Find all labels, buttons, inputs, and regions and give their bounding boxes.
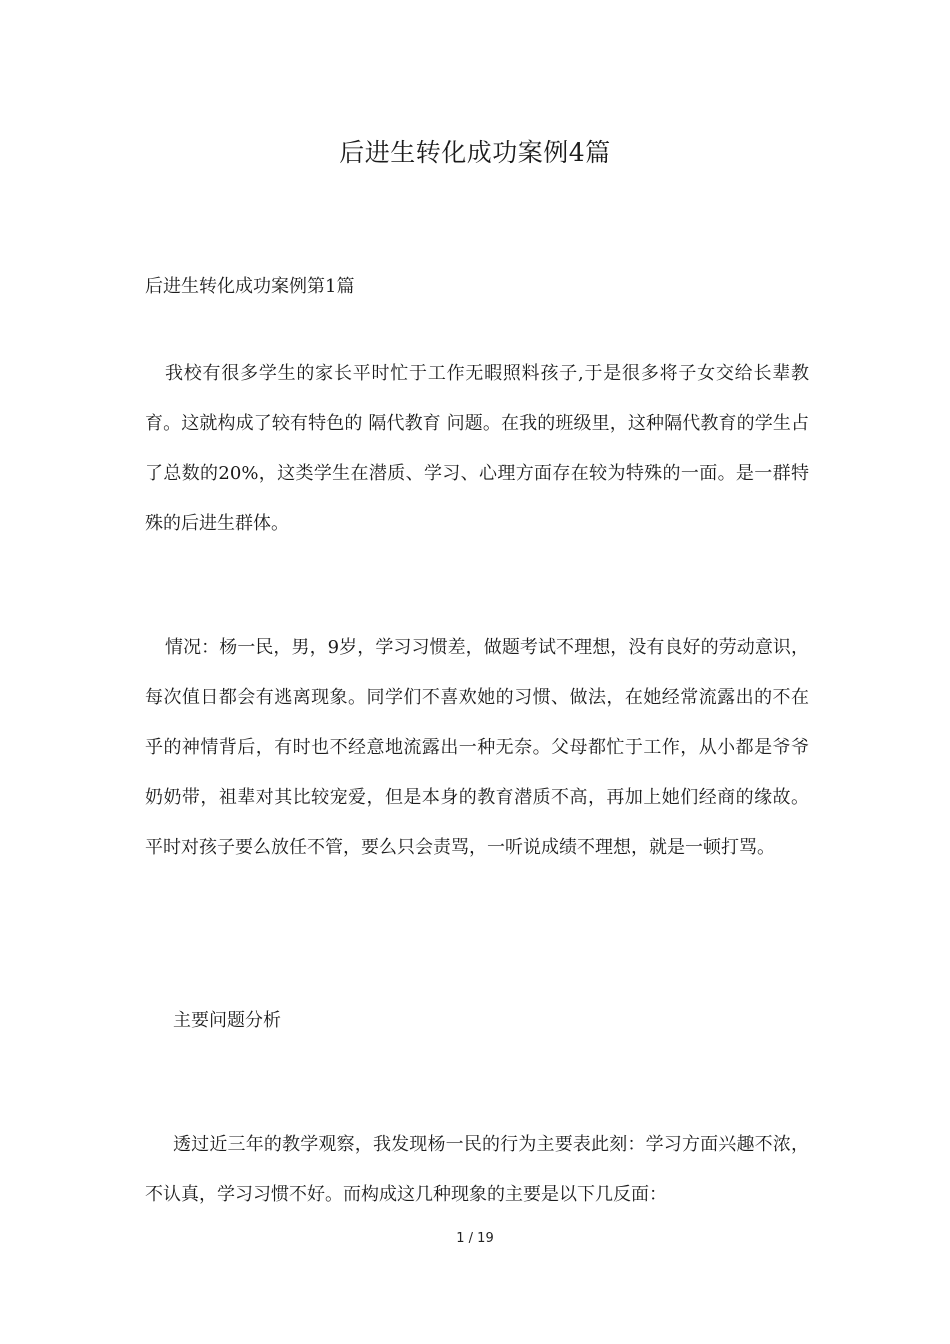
page-number: 1 / 19 [456, 1231, 494, 1246]
paragraph-intro: 我校有很多学生的家长平时忙于工作无暇照料孩子,于是很多将子女交给长辈教育。这就构成了较有特色的 隔代教育 问题。在我的班级里，这种隔代教育的学生占了总数的20%，这类学生在潜质、学习、心理方面存在较为特殊的一面。是一群特殊的后进生群体。 [145, 363, 809, 534]
paragraph-situation: 情况：杨一民，男，9岁，学习习惯差，做题考试不理想，没有良好的劳动意识，每次值日都会有逃离现象。同学们不喜欢她的习惯、做法，在她经常流露出的不在乎的神情背后，有时也不经意地流露出一种无奈。父母都忙于工作，从小都是爷爷奶奶带，祖辈对其比较宠爱，但是本身的教育潜质不高，再加上她们经商的缘故。平时对孩子要么放任不管，要么只会责骂，一听说成绩不理想，就是一顿打骂。 [145, 637, 809, 858]
section-heading: 后进生转化成功案例第1篇 [145, 276, 355, 297]
document-title: 后进生转化成功案例4篇 [339, 138, 611, 167]
sub-heading-problem-analysis: 主要问题分析 [173, 1010, 281, 1031]
paragraph-analysis: 透过近三年的教学观察，我发现杨一民的行为主要表此刻：学习方面兴趣不浓，不认真，学习习惯不好。而构成这几种现象的主要是以下几反面： [145, 1134, 809, 1205]
